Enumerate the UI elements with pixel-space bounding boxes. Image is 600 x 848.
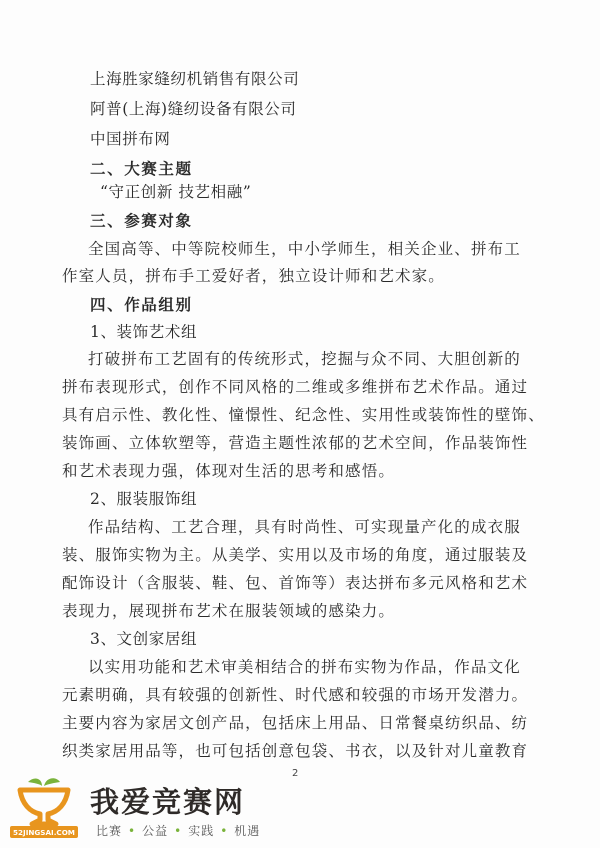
tagline-item: 公益 xyxy=(142,824,169,838)
sponsor-line-2: 阿普(上海)缝纫设备有限公司 xyxy=(90,100,297,118)
section-heading-participants: 三、参赛对象 xyxy=(90,211,193,230)
tagline-item: 比赛 xyxy=(96,824,123,838)
paragraph-line: 装、服饰实物为主。从美学、实用以及市场的角度，通过服装及 xyxy=(62,546,529,564)
paragraph-line: 拼布表现形式，创作不同风格的二维或多维拼布艺术作品。通过 xyxy=(62,378,529,396)
paragraph-line: 和艺术表现力强，体现对生活的思考和感悟。 xyxy=(62,462,396,480)
paragraph-line: 作室人员，拼布手工爱好者，独立设计师和艺术家。 xyxy=(62,267,445,285)
sponsor-line-1: 上海胜家缝纫机销售有限公司 xyxy=(90,70,300,88)
page-number: 2 xyxy=(292,768,299,779)
subheading-apparel: 2、服装服饰组 xyxy=(90,490,198,508)
paragraph-line: 全国高等、中等院校师生，中小学师生，相关企业、拼布工 xyxy=(88,240,521,258)
paragraph-line: 配饰设计（含服装、鞋、包、首饰等）表达拼布多元风格和艺术 xyxy=(62,574,529,592)
paragraph-line: 具有启示性、教化性、憧憬性、纪念性、实用性或装饰性的壁饰、 xyxy=(62,406,545,424)
paragraph-line: 作品结构、工艺合理，具有时尚性、可实现量产化的成衣服 xyxy=(88,518,521,536)
paragraph-line: 表现力，展现拼布艺术在服装领域的感染力。 xyxy=(62,602,396,620)
paragraph-line: 主要内容为家居文创产品，包括床上用品、日常餐桌纺织品、纺 xyxy=(62,714,529,732)
logo-title: 我爱竞赛网 xyxy=(90,785,246,819)
sponsor-line-3: 中国拼布网 xyxy=(90,130,171,148)
site-logo xyxy=(6,774,326,844)
tagline-item: 实践 xyxy=(188,824,215,838)
section-heading-theme: 二、大赛主题 xyxy=(90,159,193,178)
section-heading-categories: 四、作品组别 xyxy=(90,295,193,314)
paragraph-line: 以实用功能和艺术审美相结合的拼布实物为作品，作品文化 xyxy=(88,658,521,676)
subheading-decorative-art: 1、装饰艺术组 xyxy=(90,323,198,341)
tagline-item: 机遇 xyxy=(234,824,261,838)
trophy-logo-icon xyxy=(6,774,82,840)
logo-tagline: 比赛 • 公益 • 实践 • 机遇 xyxy=(96,824,261,838)
paragraph-line: 元素明确，具有较强的创新性、时代感和较强的市场开发潜力。 xyxy=(62,686,529,704)
svg-text:52JINGSAI.COM: 52JINGSAI.COM xyxy=(13,828,75,837)
paragraph-line: 织类家居用品等，也可包括创意包袋、书衣，以及针对儿童教育 xyxy=(62,742,529,760)
paragraph-line: 打破拼布工艺固有的传统形式，挖掘与众不同、大胆创新的 xyxy=(88,350,521,368)
paragraph-line: 装饰画、立体软塑等，营造主题性浓郁的艺术空间，作品装饰性 xyxy=(62,434,529,452)
theme-text: “守正创新 技艺相融” xyxy=(100,183,252,201)
subheading-home-creative: 3、文创家居组 xyxy=(90,630,198,648)
